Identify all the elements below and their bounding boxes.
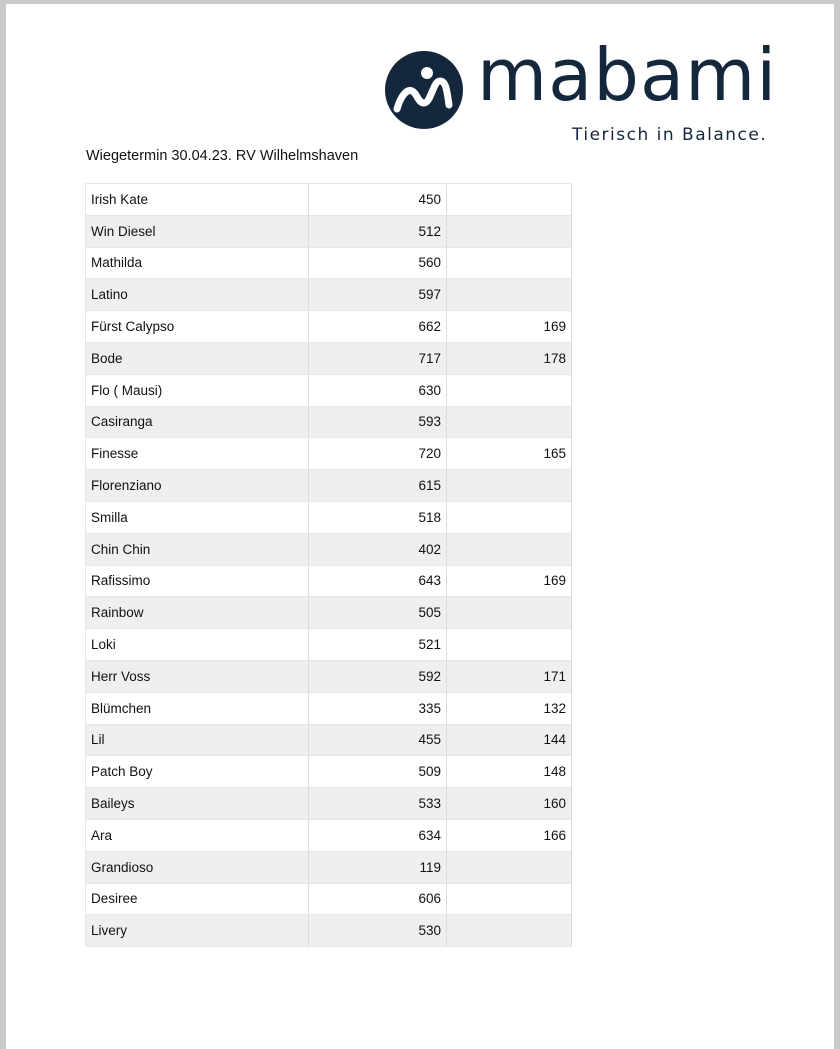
weight-cell: 720 (309, 438, 447, 470)
horse-name-cell: Mathilda (86, 247, 309, 279)
horse-name-cell: Grandioso (86, 851, 309, 883)
height-cell: 169 (447, 565, 572, 597)
weight-cell: 592 (309, 660, 447, 692)
weight-cell: 597 (309, 279, 447, 311)
height-cell: 160 (447, 788, 572, 820)
horse-name-cell: Livery (86, 915, 309, 947)
table-row (86, 597, 572, 629)
horse-name-cell: Bode (86, 342, 309, 374)
height-cell (447, 470, 572, 502)
weight-cell: 533 (309, 788, 447, 820)
height-cell (447, 533, 572, 565)
weight-cell: 505 (309, 597, 447, 629)
horse-name-cell: Chin Chin (86, 533, 309, 565)
weight-cell: 509 (309, 756, 447, 788)
horse-name-cell: Herr Voss (86, 660, 309, 692)
horse-name-cell: Smilla (86, 501, 309, 533)
table-row (86, 724, 572, 756)
table-row (86, 629, 572, 661)
table-row (86, 788, 572, 820)
height-cell (447, 629, 572, 661)
brand-tagline: Tierisch in Balance. (572, 125, 768, 145)
height-cell (447, 851, 572, 883)
horse-name-cell: Finesse (86, 438, 309, 470)
weight-cell: 662 (309, 311, 447, 343)
weight-cell: 335 (309, 692, 447, 724)
height-cell (447, 247, 572, 279)
height-cell: 178 (447, 342, 572, 374)
table-row (86, 660, 572, 692)
weight-cell: 512 (309, 215, 447, 247)
weight-cell: 606 (309, 883, 447, 915)
height-cell: 165 (447, 438, 572, 470)
horse-name-cell: Fürst Calypso (86, 311, 309, 343)
weight-cell: 615 (309, 470, 447, 502)
table-row (86, 915, 572, 947)
height-cell: 144 (447, 724, 572, 756)
horse-name-cell: Ara (86, 819, 309, 851)
table-row (86, 279, 572, 311)
weight-cell: 593 (309, 406, 447, 438)
table-row (86, 406, 572, 438)
table-row (86, 438, 572, 470)
horse-name-cell: Latino (86, 279, 309, 311)
horse-name-cell: Blümchen (86, 692, 309, 724)
table-row (86, 501, 572, 533)
table-row (86, 374, 572, 406)
weight-cell: 455 (309, 724, 447, 756)
horse-name-cell: Flo ( Mausi) (86, 374, 309, 406)
table-row (86, 311, 572, 343)
weight-cell: 643 (309, 565, 447, 597)
weights-table-body (86, 184, 572, 947)
height-cell: 169 (447, 311, 572, 343)
horse-name-cell: Lil (86, 724, 309, 756)
height-cell (447, 279, 572, 311)
table-row (86, 184, 572, 216)
table-row (86, 851, 572, 883)
table-row (86, 247, 572, 279)
horse-name-cell: Casiranga (86, 406, 309, 438)
horse-name-cell: Irish Kate (86, 184, 309, 216)
table-row (86, 819, 572, 851)
table-row (86, 533, 572, 565)
height-cell (447, 597, 572, 629)
table-row (86, 692, 572, 724)
height-cell (447, 406, 572, 438)
height-cell: 132 (447, 692, 572, 724)
horse-name-cell: Rafissimo (86, 565, 309, 597)
weight-cell: 630 (309, 374, 447, 406)
weight-cell: 521 (309, 629, 447, 661)
horse-name-cell: Rainbow (86, 597, 309, 629)
table-row (86, 883, 572, 915)
horse-name-cell: Baileys (86, 788, 309, 820)
weight-cell: 119 (309, 851, 447, 883)
table-row (86, 565, 572, 597)
height-cell (447, 374, 572, 406)
height-cell (447, 215, 572, 247)
horse-name-cell: Loki (86, 629, 309, 661)
table-row (86, 215, 572, 247)
height-cell (447, 883, 572, 915)
horse-name-cell: Desiree (86, 883, 309, 915)
document-page (6, 4, 834, 1049)
horse-name-cell: Win Diesel (86, 215, 309, 247)
weight-cell: 717 (309, 342, 447, 374)
weight-cell: 518 (309, 501, 447, 533)
horse-name-cell: Florenziano (86, 470, 309, 502)
weights-table (85, 183, 572, 947)
brand-wordmark: mabami (477, 33, 778, 117)
horse-logo-icon (385, 51, 463, 129)
height-cell: 166 (447, 819, 572, 851)
weight-cell: 530 (309, 915, 447, 947)
weight-cell: 450 (309, 184, 447, 216)
height-cell: 171 (447, 660, 572, 692)
height-cell (447, 915, 572, 947)
height-cell (447, 501, 572, 533)
table-row (86, 470, 572, 502)
weight-cell: 402 (309, 533, 447, 565)
mabami-logo (385, 33, 778, 149)
table-row (86, 342, 572, 374)
weight-cell: 560 (309, 247, 447, 279)
height-cell: 148 (447, 756, 572, 788)
table-row (86, 756, 572, 788)
horse-name-cell: Patch Boy (86, 756, 309, 788)
weight-cell: 634 (309, 819, 447, 851)
document-title: Wiegetermin 30.04.23. RV Wilhelmshaven (86, 148, 359, 164)
height-cell (447, 184, 572, 216)
